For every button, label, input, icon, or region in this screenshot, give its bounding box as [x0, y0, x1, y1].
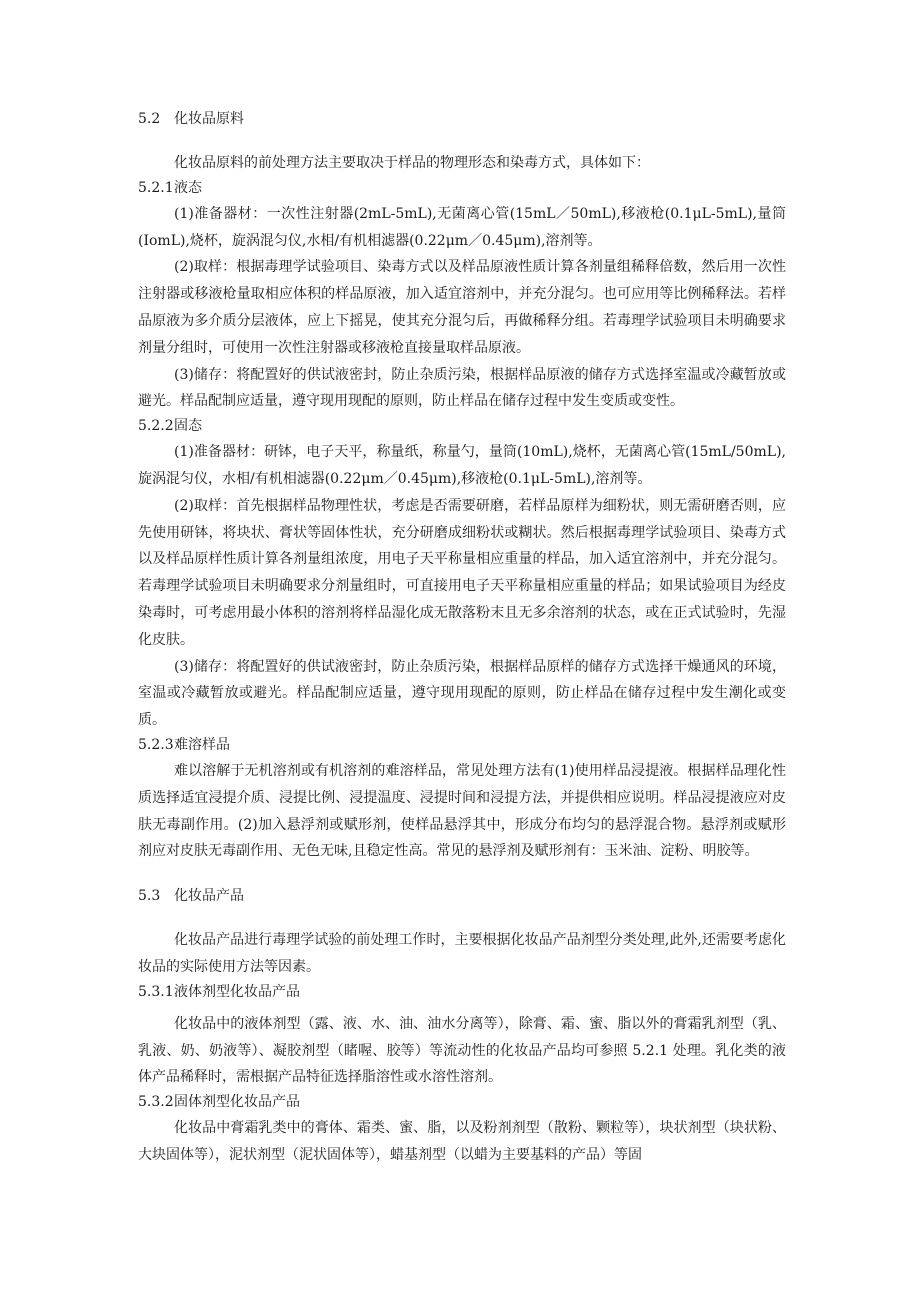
- section-title: 液体剂型化妆品产品: [174, 983, 300, 1000]
- section-heading-5-2: [138, 108, 786, 130]
- paragraph: (3)储存：将配置好的供试液密封，防止杂质污染，根据样品原液的储存方式选择室温或冷藏暂放或避光。样品配制应适量，遵守现用现配的原则，防止样品在储存过程中发生变质或变性。: [138, 366, 786, 410]
- section-heading-5-2-3: [138, 734, 786, 756]
- section-title: 液态: [174, 179, 202, 196]
- section-title: 化妆品原料: [174, 111, 244, 127]
- section-number: 5.3.2: [138, 1094, 174, 1111]
- document-page: [138, 108, 786, 1169]
- section-heading-5-3-2: [138, 1091, 786, 1113]
- section-title: 固态: [174, 418, 202, 435]
- section-heading-5-2-1: [138, 177, 786, 199]
- paragraph: (3)储存：将配置好的供试液密封，防止杂质污染，根据样品原样的储存方式选择干燥通风的环境，室温或冷藏暂放或避光。样品配制应适量，遵守现用现配的原则，防止样品在储存过程中发生潮化或变质。: [138, 658, 786, 729]
- section-title: 化妆品产品: [174, 888, 244, 905]
- section-title: 难溶样品: [174, 736, 230, 753]
- paragraph: (2)取样：根据毒理学试验项目、染毒方式以及样品原液性质计算各剂量组稀释倍数，然后用一次性注射器或移液枪量取相应体积的样品原液，加入适宜溶剂中，并充分混匀。也可应用等比例稀释法。若样品原液为多介质分层液体，应上下摇晃，使其充分混匀后，再做稀释分组。若毒理学试验项目未明确要求剂量分组时，可使用一次性注射器或移液枪直接量取样品原液。: [138, 259, 786, 356]
- section-heading-5-3: [138, 885, 786, 907]
- paragraph: 化妆品产品进行毒理学试验的前处理工作时，主要根据化妆品产品剂型分类处理,此外,还需要考虑化妆品的实际使用方法等因素。: [138, 932, 786, 975]
- paragraph: (1)准备器材：一次性注射器(2mL-5mL),无菌离心管(15mL／50mL),移液枪(0.1μL-5mL),量筒(IomL),烧杯，旋涡混匀仪,水相/有机相滤器(0.22μm／0.45μm),溶剂等。: [138, 205, 786, 249]
- paragraph: 化妆品中膏霜乳类中的膏体、霜类、蜜、脂，以及粉剂剂型（散粉、颗粒等），块状剂型（块状粉、大块固体等），泥状剂型（泥状固体等），蜡基剂型（以蜡为主要基料的产品）等固: [138, 1120, 786, 1163]
- paragraph: 化妆品中的液体剂型（露、液、水、油、油水分离等），除膏、霜、蜜、脂以外的膏霜乳剂型（乳、乳液、奶、奶液等）、凝胶剂型（睹喔、胶等）等流动性的化妆品产品均可参照 5.2.1 处理。乳化类的液体产品稀释时，需根据产品特征选择脂溶性或水溶性溶剂。: [138, 1015, 786, 1086]
- paragraph: 化妆品原料的前处理方法主要取决于样品的物理形态和染毒方式，具体如下：: [174, 155, 650, 171]
- section-title: 固体剂型化妆品产品: [174, 1094, 300, 1111]
- section-heading-5-2-2: [138, 415, 786, 437]
- section-number: 5.2.2: [138, 418, 174, 435]
- section-number: 5.2.3: [138, 736, 174, 753]
- paragraph: (1)准备器材：研钵，电子天平，称量纸，称量勺，量筒(10mL),烧杯，无菌离心管(15mL/50mL),旋涡混匀仪，水相/有机相滤器(0.22μm／0.45μm),移液枪(0.1μL-5mL),溶剂等。: [138, 444, 786, 487]
- section-number: 5.3.1: [138, 983, 174, 1000]
- paragraph: (2)取样：首先根据样品物理性状，考虑是否需要研磨，若样品原样为细粉状，则无需研磨否则，应先使用研钵，将块状、膏状等固体性状，充分研磨成细粉状或糊状。然后根据毒理学试验项目、染毒方式以及样品原样性质计算各剂量组浓度，用电子天平称量相应重量的样品，加入适宜溶剂中，并充分混匀。若毒理学试验项目未明确要求分剂量组时，可直接用电子天平称量相应重量的样品；如果试验项目为经皮染毒时，可考虑用最小体积的溶剂将样品湿化成无散落粉末且无多余溶剂的状态，或在正式试验时，先湿化皮肤。: [138, 497, 786, 648]
- section-heading-5-3-1: [138, 981, 786, 1003]
- paragraph: 难以溶解于无机溶剂或有机溶剂的难溶样品，常见处理方法有(1)使用样品浸提液。根据样品理化性质选择适宜浸提介质、浸提比例、浸提温度、浸提时间和浸提方法，并提供相应说明。样品浸提液应对皮肤无毒副作用。(2)加入悬浮剂或赋形剂，使样品悬浮其中，形成分布均匀的悬浮混合物。悬浮剂或赋形剂应对皮肤无毒副作用、无色无味,且稳定性高。常见的悬浮剂及赋形剂有：玉米油、淀粉、明胶等。: [138, 762, 786, 860]
- section-number: 5.3: [138, 888, 161, 905]
- section-number: 5.2: [138, 111, 161, 127]
- section-number: 5.2.1: [138, 179, 174, 196]
